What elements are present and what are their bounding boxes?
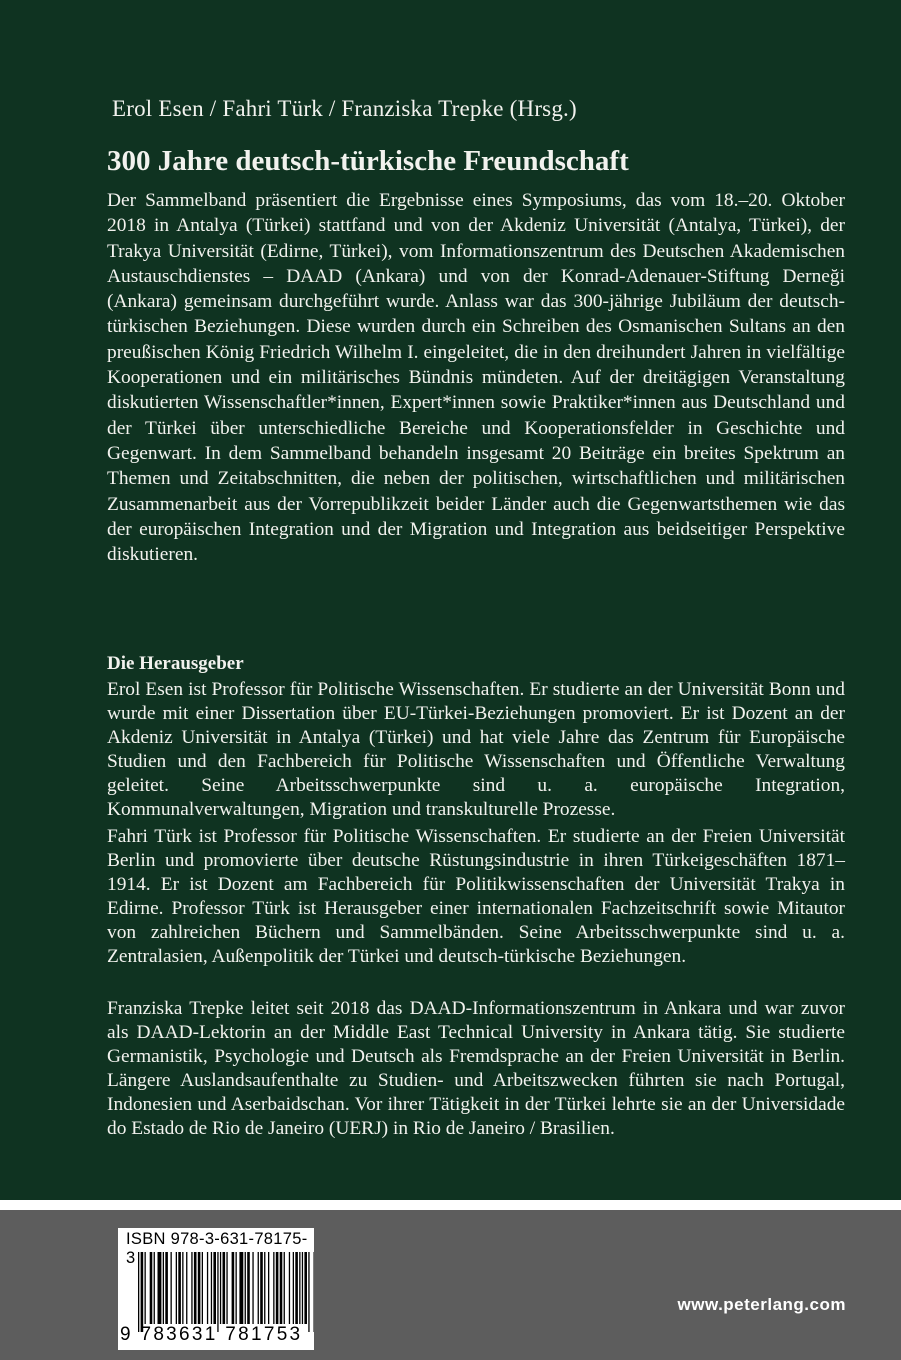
editor-bio-trepke: Franziska Trepke leitet seit 2018 das DAAD-Informationszentrum in Ankara und war zuvor als DAAD-Lektorin an der Middle East Technical University in Ankara tätig. Sie studierte Germanistik, Psychologie und Deutsch als Fremdsprache an der Freien Universität in Berlin. Längere Auslandsaufenthalte zu Studien- und Arbeitszwecken führten sie nach Portugal, Indonesien und Aserbaidschan. Vor ihrer Tätigkeit in der Türkei lehrte sie an der Universidade do Estado de Rio de Janeiro (UERJ) in Rio de Janeiro / Brasilien. xyxy=(107,998,845,1140)
barcode-bar xyxy=(295,1252,298,1324)
barcode-bar xyxy=(198,1252,201,1324)
barcode-bar xyxy=(150,1252,153,1324)
barcode-bar xyxy=(141,1252,144,1332)
barcode-bar xyxy=(182,1252,183,1324)
book-description: Der Sammelband präsentiert die Ergebnisse eines Symposiums, das vom 18.–20. Oktober 2018 in Antalya (Türkei) stattfand und von der Akdeniz Universität (Antalya, Türkei), der Trakya Universität (Edirne, Türkei), vom Informationszentrum des Deutschen Akademischen Austauschdienstes – DAAD (Ankara) und von der Konrad-Adenauer-Stiftung Derneği (Ankara) gemeinsam durchgeführt wurde. Anlass war das 300-jährige Jubiläum der deutsch-türkischen Beziehungen. Diese wurden durch ein Schreiben des Osmanischen Sultans an den preußischen König Friedrich Wilhelm I. eingeleitet, die in den dreihundert Jahren in vielfältige Kooperationen und ein militärisches Bündnis mündeten. Auf der dreitägigen Veranstaltung diskutierten Wissenschaftler*innen, Expert*innen sowie Praktiker*innen aus Deutschland und der Türkei über unterschiedliche Bereiche und Kooperationsfelder in Geschichte und Gegenwart. In dem Sammelband behandeln insgesamt 20 Beiträge ein breites Spektrum an Themen und Zeitabschnitten, die neben der politischen, wirtschaftlichen und militärischen Zusammenarbeit aus der Vorrepublikzeit beider Länder auch die Gegenwartsthemen wie das der europäischen Integration und der Migration und Integration aus beidseitiger Perspektive diskutieren. xyxy=(107,190,845,566)
barcode-bar xyxy=(191,1252,192,1324)
barcode-bar xyxy=(239,1252,243,1324)
editors-heading: Die Herausgeber xyxy=(107,653,244,674)
barcode-bar xyxy=(280,1252,283,1324)
barcode-bar xyxy=(247,1252,250,1324)
barcode-bar xyxy=(293,1252,294,1324)
barcode-bar xyxy=(232,1252,235,1324)
barcode-bar xyxy=(138,1252,139,1332)
barcode-bar xyxy=(223,1252,226,1324)
barcode-bar xyxy=(163,1252,164,1324)
barcode-bar xyxy=(308,1252,309,1332)
barcode-bar xyxy=(268,1252,269,1324)
barcode-bar xyxy=(236,1252,237,1324)
barcode-bar xyxy=(186,1252,187,1324)
barcode-bar xyxy=(158,1252,162,1324)
barcode-bar xyxy=(226,1252,227,1324)
barcode-bar xyxy=(202,1252,203,1324)
book-title: 300 Jahre deutsch-türkische Freundschaft xyxy=(107,145,629,177)
barcode-bar xyxy=(299,1252,300,1324)
barcode-bar xyxy=(154,1252,155,1324)
editor-bio-esen: Erol Esen ist Professor für Politische Wissenschaften. Er studierte an der Universität Bonn und wurde mit einer Dissertation über EU-Türkei-Beziehungen promoviert. Er ist Dozent an der Akdeniz Universität in Antalya (Türkei) und hat viele Jahre das Zentrum für Europäische Studien und den Fachbereich für Politische Wissenschaften und Öffentliche Verwaltung geleitet. Seine Arbeitsschwerpunkte sind u. a. europäische Integration, Kommunalverwaltungen, Migration und transkulturelle Prozesse. xyxy=(107,679,845,821)
barcode xyxy=(138,1252,314,1332)
barcode-bar xyxy=(211,1252,212,1324)
barcode-bar xyxy=(176,1252,177,1324)
barcode-bar xyxy=(273,1252,274,1324)
barcode-bar xyxy=(220,1252,221,1324)
barcode-bar xyxy=(260,1252,263,1324)
isbn-barcode-box xyxy=(118,1228,314,1350)
isbn-label: ISBN 978-3-631-78175-3 xyxy=(126,1230,308,1267)
barcode-bar xyxy=(178,1252,181,1324)
barcode-bar xyxy=(304,1252,307,1324)
barcode-bar xyxy=(213,1252,216,1324)
barcode-bar xyxy=(165,1252,168,1324)
barcode-bar xyxy=(207,1252,208,1324)
barcode-bar xyxy=(171,1252,172,1324)
barcode-bar xyxy=(276,1252,279,1324)
barcode-bar xyxy=(314,1252,315,1332)
barcode-bar xyxy=(284,1252,285,1324)
barcode-bar xyxy=(145,1252,146,1324)
barcode-bar xyxy=(245,1252,246,1324)
barcode-bar xyxy=(217,1252,218,1332)
barcode-bar xyxy=(258,1252,259,1324)
barcode-bar xyxy=(252,1252,253,1324)
barcode-bar xyxy=(302,1252,303,1324)
barcode-bar xyxy=(289,1252,290,1324)
barcode-bar xyxy=(194,1252,197,1324)
editors-line: Erol Esen / Fahri Türk / Franziska Trepke (Hrsg.) xyxy=(112,96,577,121)
isbn-digits: 9 783631 781753 xyxy=(120,1324,303,1345)
barcode-bar xyxy=(264,1252,265,1324)
publisher-url[interactable]: www.peterlang.com xyxy=(677,1295,846,1314)
editor-bio-tuerk: Fahri Türk ist Professor für Politische Wissenschaften. Er studierte an der Freien Universität Berlin und promovierte über deutsche Rüstungsindustrie in ihren Türkeigeschäften 1871–1914. Er ist Dozent am Fachbereich für Politikwissenschaften der Universität Trakya in Edirne. Professor Türk ist Herausgeber einer internationalen Fachzeitschrift sowie Mitautor von zahlreichen Büchern und Sammelbänden. Seine Arbeitsschwerpunkte sind u. a. Zentralasien, Außenpolitik der Türkei und deutsch-türkische Beziehungen. xyxy=(107,826,845,968)
